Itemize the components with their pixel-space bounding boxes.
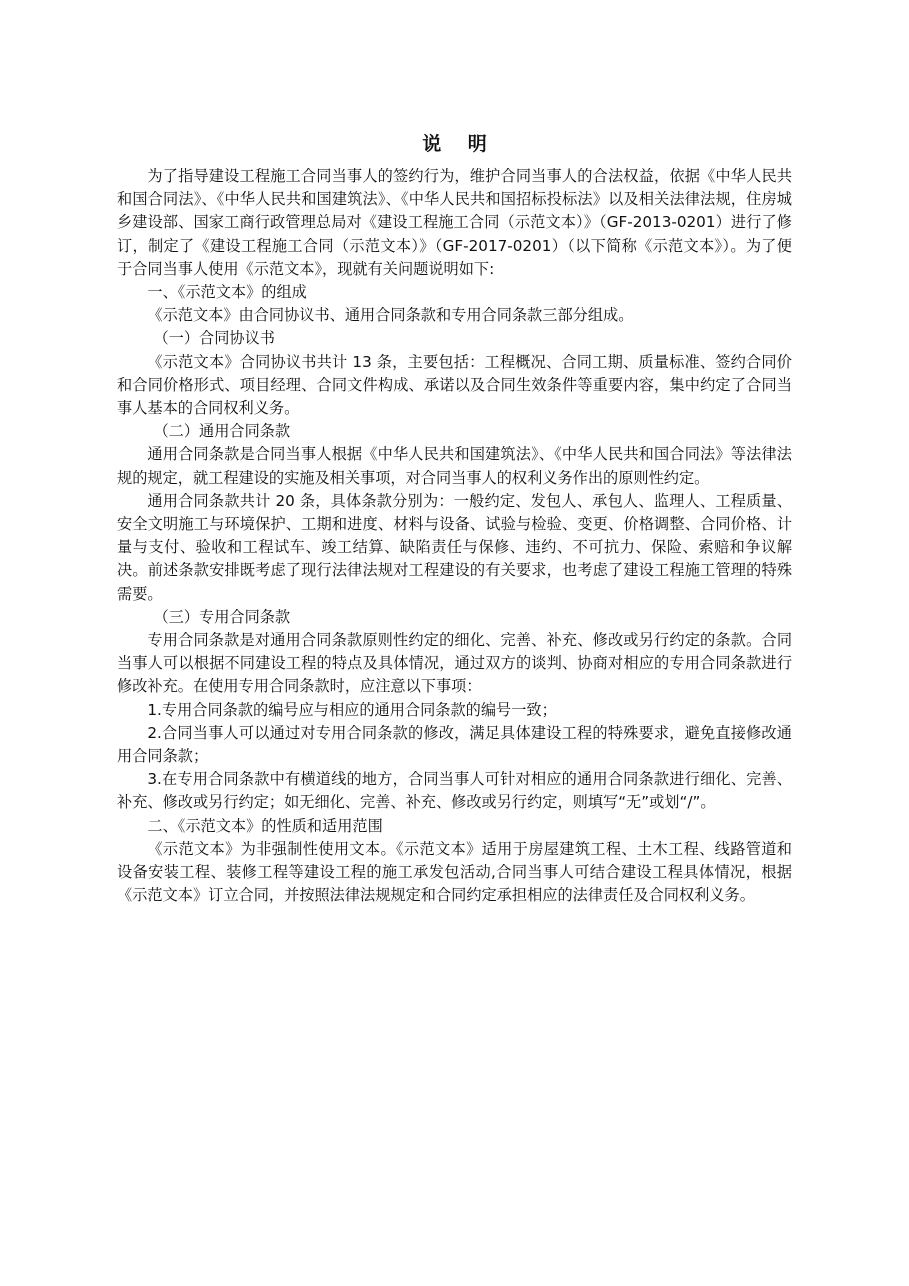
document-page xyxy=(117,130,792,908)
part-3-item-1: 1.专用合同条款的编号应与相应的通用合同条款的编号一致； xyxy=(147,700,557,719)
part-2-text-1: 通用合同条款是合同当事人根据《中华人民共和国建筑法》、《中华人民共和国合同法》等法律法规的规定，就工程建设的实施及相关事项，对合同当事人的权利义务作出的原则性约定。 xyxy=(117,445,792,487)
section-2-heading: 二、《示范文本》的性质和适用范围 xyxy=(147,816,383,835)
document-title: 说 明 xyxy=(422,133,497,155)
section-1-heading: 一、《示范文本》的组成 xyxy=(147,283,307,302)
section-1-summary: 《示范文本》由合同协议书、通用合同条款和专用合同条款三部分组成。 xyxy=(147,306,634,325)
part-3-item-2: 2.合同当事人可以通过对专用合同条款的修改，满足具体建设工程的特殊要求，避免直接修改通用合同条款； xyxy=(117,723,792,766)
part-3-heading: （三）专用合同条款 xyxy=(153,607,291,626)
part-1-heading: （一）合同协议书 xyxy=(153,329,275,348)
section-2-text: 《示范文本》为非强制性使用文本。《示范文本》适用于房屋建筑工程、土木工程、线路管道和设备安装工程、装修工程等建设工程的施工承发包活动,合同当事人可结合建设工程具体情况，根据《示范文本》订立合同，并按照法律法规规定和合同约定承担相应的法律责任及合同权利义务。 xyxy=(117,839,792,905)
part-2-text-2: 通用合同条款共计 20 条，具体条款分别为：一般约定、发包人、承包人、监理人、工程质量、安全文明施工与环境保护、工期和进度、材料与设备、试验与检验、变更、价格调整、合同价格、计量与支付、验收和工程试车、竣工结算、缺陷责任与保修、违约、不可抗力、保险、索赔和争议解决。前述条款安排既考虑了现行法律法规对工程建设的有关要求，也考虑了建设工程施工管理的特殊需要。 xyxy=(117,491,792,603)
part-3-text: 专用合同条款是对通用合同条款原则性约定的细化、完善、补充、修改或另行约定的条款。合同当事人可以根据不同建设工程的特点及具体情况，通过双方的谈判、协商对相应的专用合同条款进行修改补充。在使用专用合同条款时，应注意以下事项： xyxy=(117,631,792,696)
part-3-item-3: 3.在专用合同条款中有横道线的地方，合同当事人可针对相应的通用合同条款进行细化、完善、补充、修改或另行约定；如无细化、完善、补充、修改或另行约定，则填写“无”或划“/”。 xyxy=(117,770,792,812)
intro-paragraph: 为了指导建设工程施工合同当事人的签约行为，维护合同当事人的合法权益，依据《中华人民共和国合同法》、《中华人民共和国建筑法》、《中华人民共和国招标投标法》以及相关法律法规，住房城乡建设部、国家工商行政管理总局对《建设工程施工合同（示范文本）》（GF-2013-0201）进行了修订，制定了《建设工程施工合同（示范文本）》（GF-2017-0201）（以下简称《示范文本》）。为了便于合同当事人使用《示范文本》，现就有关问题说明如下: xyxy=(117,167,792,278)
part-2-heading: （二）通用合同条款 xyxy=(153,422,291,441)
part-1-text: 《示范文本》合同协议书共计 13 条，主要包括：工程概况、合同工期、质量标准、签约合同价和合同价格形式、项目经理、合同文件构成、承诺以及合同生效条件等重要内容，集中约定了合同当事人基本的合同权利义务。 xyxy=(117,352,792,418)
